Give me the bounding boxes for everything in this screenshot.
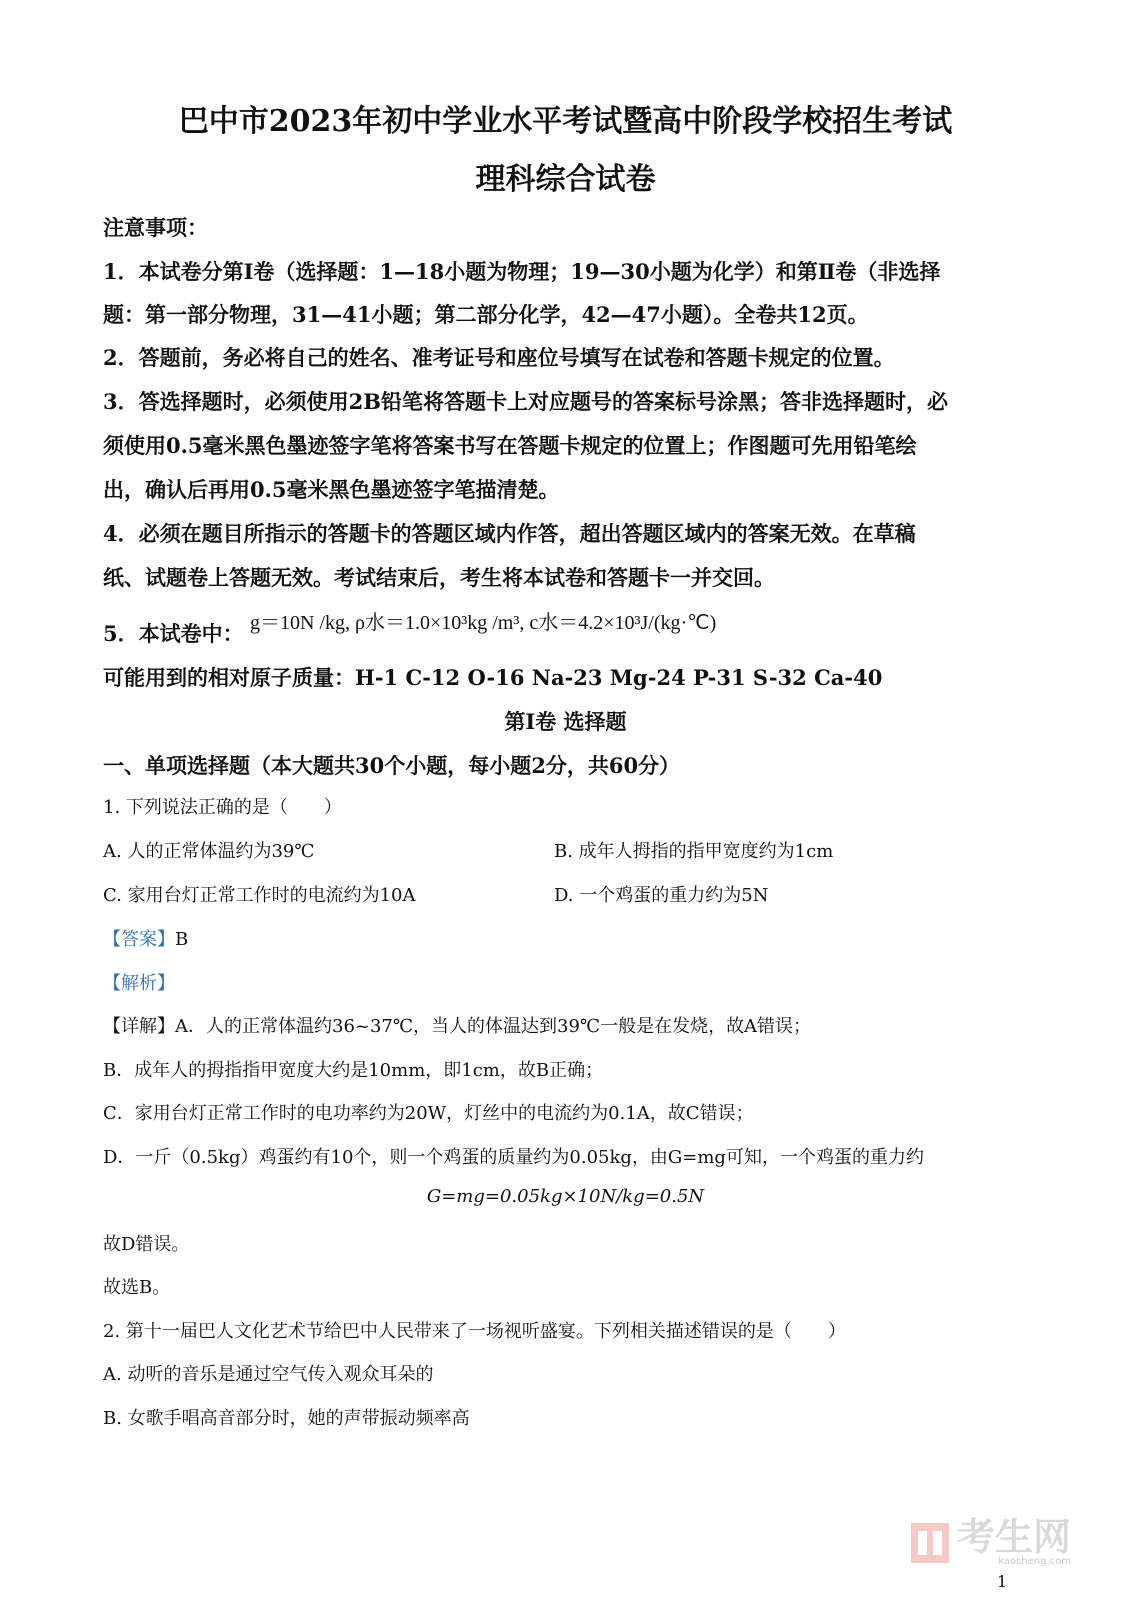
part-title: 第Ⅰ卷 选择题 bbox=[504, 709, 627, 734]
page-number: 1 bbox=[997, 1572, 1008, 1591]
detail-line-4: D．一斤（0.5kg）鸡蛋约有10个，则一个鸡蛋的质量约为0.05kg，由G=mg可知，一个鸡蛋的重力约 bbox=[103, 1147, 924, 1168]
watermark-text bbox=[956, 1515, 1071, 1567]
note-5-formula: g＝10N /kg, ρ水＝1.0×10³kg /m³, c水＝4.2×10³J/(kg·℃) bbox=[250, 612, 717, 634]
note-5-label: 5．本试卷中： bbox=[103, 621, 244, 646]
question-2-option-a: A. 动听的音乐是通过空气传入观众耳朵的 bbox=[103, 1364, 434, 1385]
analysis-tag: 【解析】 bbox=[103, 973, 175, 994]
detail-formula: G=mg=0.05kg×10N/kg=0.5N bbox=[426, 1186, 705, 1207]
question-1-option-a: A. 人的正常体温约为39℃ bbox=[103, 841, 315, 862]
note-2: 2．答题前，务必将自己的姓名、准考证号和座位号填写在试卷和答题卡规定的位置。 bbox=[103, 345, 895, 370]
question-2-option-b: B. 女歌手唱高音部分时，她的声带振动频率高 bbox=[103, 1408, 470, 1429]
detail-line-2: B．成年人的拇指指甲宽度大约是10mm，即1cm，故B正确； bbox=[103, 1060, 604, 1081]
section-heading: 一、单项选择题（本大题共30个小题，每小题2分，共60分） bbox=[103, 753, 681, 778]
note-3-line-2: 须使用0.5毫米黑色墨迹签字笔将答案书写在答题卡规定的位置上；作图题可先用铅笔绘 bbox=[103, 433, 917, 458]
detail-line-1: 【详解】A．人的正常体温约36~37℃，当人的体温达到39℃一般是在发烧，故A错误； bbox=[103, 1016, 812, 1037]
note-4-line-1: 4．必须在题目所指示的答题卡的答题区域内作答，超出答题区域内的答案无效。在草稿 bbox=[103, 521, 916, 546]
answer-tag: 【答案】 bbox=[103, 929, 175, 950]
answer-line bbox=[103, 925, 188, 951]
note-3-line-3: 出，确认后再用0.5毫米黑色墨迹签字笔描清楚。 bbox=[103, 477, 560, 502]
question-1-option-c: C. 家用台灯正常工作时的电流约为10A bbox=[103, 885, 416, 906]
detail-line-3: C．家用台灯正常工作时的电功率约为20W，灯丝中的电流约为0.1A，故C错误； bbox=[103, 1103, 754, 1124]
title-line-2: 理科综合试卷 bbox=[475, 162, 656, 197]
notes-heading: 注意事项： bbox=[103, 215, 208, 240]
watermark-logo-icon bbox=[911, 1523, 949, 1563]
atomic-mass-line: 可能用到的相对原子质量：H-1 C-12 O-16 Na-23 Mg-24 P-31 S-32 Ca-40 bbox=[103, 665, 883, 690]
note-1-line-1: 1．本试卷分第Ⅰ卷（选择题：1—18小题为物理；19—30小题为化学）和第Ⅱ卷（非选择 bbox=[103, 259, 941, 284]
note-1-line-2: 题：第一部分物理，31—41小题；第二部分化学，42—47小题）。全卷共12页。 bbox=[103, 302, 869, 327]
question-1-stem: 1. 下列说法正确的是（ ） bbox=[103, 797, 342, 818]
question-2-stem: 2. 第十一届巴人文化艺术节给巴中人民带来了一场视听盛宴。下列相关描述错误的是（ ） bbox=[103, 1321, 846, 1342]
question-1-option-b: B. 成年人拇指的指甲宽度约为1cm bbox=[554, 841, 834, 862]
note-3-line-1: 3．答选择题时，必须使用2B铅笔将答题卡上对应题号的答案标号涂黑；答非选择题时，必 bbox=[103, 389, 948, 414]
note-4-line-2: 纸、试题卷上答题无效。考试结束后，考生将本试卷和答题卡一并交回。 bbox=[103, 565, 775, 590]
answer-value: B bbox=[175, 929, 189, 950]
watermark-main-text: 考生网 bbox=[956, 1515, 1071, 1559]
watermark-sub-text: kaosheng.com bbox=[998, 1556, 1071, 1567]
detail-line-5: 故D错误。 bbox=[103, 1234, 190, 1255]
question-1-option-d: D. 一个鸡蛋的重力约为5N bbox=[554, 885, 769, 906]
detail-line-6: 故选B。 bbox=[103, 1277, 171, 1298]
title-line-1: 巴中市2023年初中学业水平考试暨高中阶段学校招生考试 bbox=[178, 104, 953, 139]
watermark bbox=[911, 1515, 1071, 1567]
